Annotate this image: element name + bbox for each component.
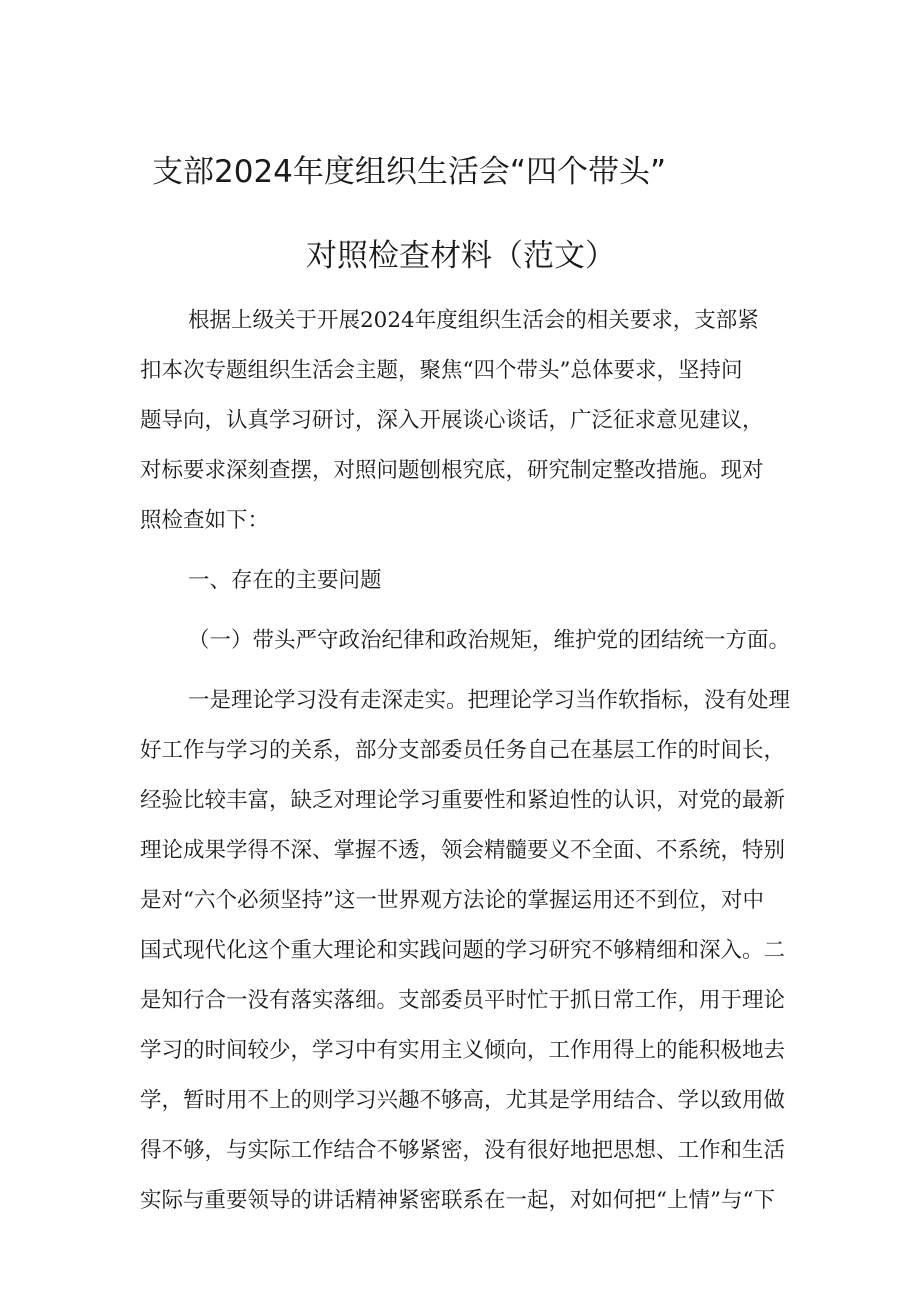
body-line: 经验比较丰富，缺乏对理论学习重要性和紧迫性的认识，对党的最新 <box>140 788 786 813</box>
intro-line: 题导向，认真学习研讨，深入开展谈心谈话，广泛征求意见建议， <box>140 408 764 433</box>
section-heading: 一、存在的主要问题 <box>188 568 382 593</box>
document-title-line2: 对照检查材料（范文） <box>306 238 616 274</box>
body-line: 是知行合一没有落实落细。支部委员平时忙于抓日常工作，用于理论 <box>140 988 786 1013</box>
body-line: 国式现代化这个重大理论和实践问题的学习研究不够精细和深入。二 <box>140 938 786 963</box>
body-line: 理论成果学得不深、掌握不透，领会精髓要义不全面、不系统，特别 <box>140 838 786 863</box>
body-line: 实际与重要领导的讲话精神紧密联系在一起，对如何把“上情”与“下 <box>140 1188 775 1213</box>
body-line: 得不够，与实际工作结合不够紧密，没有很好地把思想、工作和生活 <box>140 1138 786 1163</box>
intro-line: 照检查如下： <box>140 508 270 533</box>
document-title-line1: 支部2024年度组织生活会“四个带头” <box>152 154 667 190</box>
body-line: 是对“六个必须坚持”这一世界观方法论的掌握运用还不到位，对中 <box>140 888 764 913</box>
intro-line: 扣本次专题组织生活会主题，聚焦“四个带头”总体要求，坚持问 <box>140 358 743 383</box>
body-line: 学习的时间较少，学习中有实用主义倾向，工作用得上的能积极地去 <box>140 1038 786 1063</box>
body-line: 好工作与学习的关系，部分支部委员任务自己在基层工作的时间长， <box>140 738 786 763</box>
body-line: 一是理论学习没有走深走实。把理论学习当作软指标，没有处理 <box>188 688 791 713</box>
intro-line: 根据上级关于开展2024年度组织生活会的相关要求，支部紧 <box>188 308 759 333</box>
subsection-heading: （一）带头严守政治纪律和政治规矩，维护党的团结统一方面。 <box>188 628 791 653</box>
intro-line: 对标要求深刻查摆，对照问题刨根究底，研究制定整改措施。现对 <box>140 458 764 483</box>
body-line: 学，暂时用不上的则学习兴趣不够高，尤其是学用结合、学以致用做 <box>140 1088 786 1113</box>
